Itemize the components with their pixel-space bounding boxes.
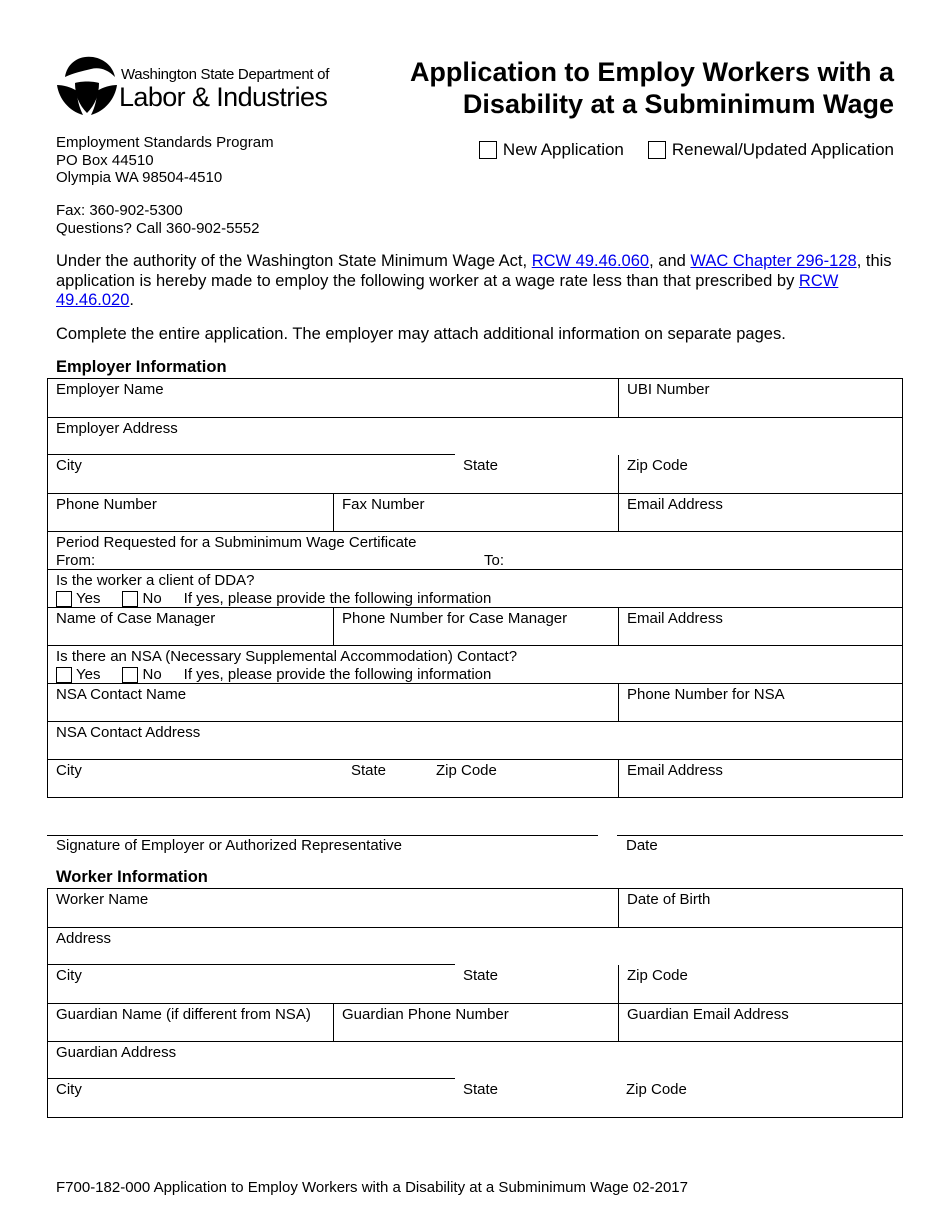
new-application-label: New Application: [502, 140, 624, 159]
nsa-phone-field[interactable]: [618, 684, 902, 721]
nsa-address-label: NSA Contact Address: [56, 724, 201, 741]
dda-yes-label: Yes: [76, 590, 101, 607]
period-to-label: To:: [484, 552, 505, 569]
logo-line2: Labor & Industries: [119, 82, 328, 112]
guardian-name-field[interactable]: [48, 1004, 333, 1041]
intro-text-1: Under the authority of the Washington State Minimum Wage Act,: [56, 252, 532, 270]
worker-state-field[interactable]: [455, 965, 618, 1003]
worker-name-label: Worker Name: [56, 891, 149, 908]
nsa-zip-label: Zip Code: [436, 762, 497, 779]
intro-text-4: .: [129, 291, 134, 309]
dda-question-label: Is the worker a client of DDA?: [56, 572, 255, 589]
date-of-birth-field[interactable]: [618, 889, 902, 927]
employer-row-3: [48, 455, 902, 493]
employer-row-9: [48, 683, 902, 721]
worker-row-2: [48, 927, 902, 965]
guardian-address-field[interactable]: [48, 1042, 902, 1079]
employer-address-label: Employer Address: [56, 420, 178, 437]
logo-line1: Washington State Department of: [121, 66, 330, 83]
nsa-answer: [56, 666, 491, 683]
po-box: PO Box 44510: [56, 151, 154, 169]
worker-row-1: [48, 889, 902, 927]
nsa-zip-field[interactable]: [428, 760, 618, 797]
period-from-label: From:: [56, 552, 96, 569]
new-application-checkbox[interactable]: [479, 141, 497, 159]
worker-row-5: [48, 1041, 902, 1079]
employer-state-field[interactable]: [455, 455, 618, 493]
employer-row-5: [48, 531, 902, 569]
date-of-birth-label: Date of Birth: [627, 891, 711, 908]
application-type: [479, 140, 894, 160]
instructions: Complete the entire application. The employer may attach additional information on separate pages.: [56, 325, 786, 343]
program-city: Olympia WA 98504-4510: [56, 169, 223, 186]
employer-address-field[interactable]: [48, 418, 902, 455]
nsa-if-yes-label: If yes, please provide the following information: [183, 666, 492, 683]
case-manager-email-field[interactable]: [618, 608, 902, 645]
worker-address-field[interactable]: [48, 928, 902, 965]
employer-zip-label: Zip Code: [627, 457, 688, 474]
guardian-email-label: Guardian Email Address: [627, 1006, 789, 1023]
dda-if-yes-label: If yes, please provide the following information: [183, 590, 492, 607]
nsa-question-label: Is there an NSA (Necessary Supplemental Accommodation) Contact?: [56, 648, 518, 665]
program-name: Employment Standards Program: [56, 134, 274, 151]
intro-text-2: , and: [649, 252, 691, 270]
employer-row-11: [48, 759, 902, 797]
new-application-option[interactable]: [479, 140, 624, 160]
intro-text-3: , this application is hereby made to employ the following worker at a wage rate less than that prescribed by: [56, 252, 892, 290]
agency-logo: [55, 55, 330, 117]
program-contact: [56, 202, 259, 237]
worker-city-label: City: [56, 967, 82, 984]
nsa-email-field[interactable]: [618, 760, 902, 797]
nsa-email-label: Email Address: [627, 762, 723, 779]
employer-state-label: State: [463, 457, 499, 474]
worker-name-field[interactable]: [48, 889, 618, 927]
wac-296-128-link[interactable]: WAC Chapter 296-128: [690, 252, 857, 270]
employer-row-10: [48, 721, 902, 759]
guardian-city-field[interactable]: [48, 1079, 455, 1117]
employer-fax-label: Fax Number: [342, 496, 425, 513]
employer-zip-field[interactable]: [618, 455, 902, 493]
employer-name-label: Employer Name: [56, 381, 164, 398]
employer-row-2: [48, 417, 902, 455]
case-manager-label: Name of Case Manager: [56, 610, 216, 627]
nsa-phone-label: Phone Number for NSA: [627, 686, 785, 703]
guardian-state-field[interactable]: [455, 1079, 618, 1117]
agency-logo-icon: [55, 55, 119, 117]
worker-zip-label: Zip Code: [627, 967, 688, 984]
employer-row-7: [48, 607, 902, 645]
worker-table: [47, 888, 903, 1118]
employer-fax-field[interactable]: [333, 494, 618, 531]
period-requested-field[interactable]: [48, 532, 902, 569]
nsa-no-label: No: [142, 666, 162, 683]
fax-number: Fax: 360-902-5300: [56, 202, 183, 219]
worker-zip-field[interactable]: [618, 965, 902, 1003]
worker-row-3: [48, 965, 902, 1003]
guardian-address-label: Guardian Address: [56, 1044, 177, 1061]
dda-no-checkbox[interactable]: [122, 591, 138, 607]
questions-phone: Questions? Call 360-902-5552: [56, 219, 260, 237]
case-manager-email-label: Email Address: [627, 610, 723, 627]
employer-phone-label: Phone Number: [56, 496, 157, 513]
worker-row-6: [48, 1079, 902, 1117]
ubi-number-label: UBI Number: [627, 381, 710, 398]
nsa-name-field[interactable]: [48, 684, 618, 721]
worker-state-label: State: [463, 967, 499, 984]
signature-line[interactable]: [47, 835, 598, 836]
nsa-yes-checkbox[interactable]: [56, 667, 72, 683]
guardian-email-field[interactable]: [618, 1004, 902, 1041]
guardian-zip-label: Zip Code: [626, 1081, 687, 1098]
nsa-name-label: NSA Contact Name: [56, 686, 187, 703]
nsa-yes-label: Yes: [76, 666, 101, 683]
guardian-phone-field[interactable]: [333, 1004, 618, 1041]
employer-email-label: Email Address: [627, 496, 723, 513]
employer-section-heading: Employer Information: [56, 358, 227, 376]
worker-section-heading: Worker Information: [56, 868, 208, 886]
renewal-application-option[interactable]: [648, 140, 894, 160]
dda-answer: [56, 590, 491, 607]
nsa-address-field[interactable]: [48, 722, 902, 759]
rcw-49-46-060-link[interactable]: RCW 49.46.060: [531, 252, 650, 270]
rcw-49-46-020-link[interactable]: RCW 49.46.020: [56, 271, 839, 309]
dda-no-label: No: [142, 590, 162, 607]
worker-row-4: [48, 1003, 902, 1041]
guardian-city-label: City: [56, 1081, 82, 1098]
renewal-application-checkbox[interactable]: [648, 141, 666, 159]
employer-row-8: [48, 645, 902, 683]
employer-city-field[interactable]: [48, 455, 455, 493]
dda-yes-checkbox[interactable]: [56, 591, 72, 607]
nsa-no-checkbox[interactable]: [122, 667, 138, 683]
case-manager-phone-label: Phone Number for Case Manager: [342, 610, 568, 627]
employer-phone-field[interactable]: [48, 494, 333, 531]
date-line[interactable]: [617, 835, 903, 836]
ubi-number-field[interactable]: [618, 379, 902, 417]
employer-row-6: [48, 569, 902, 607]
signature-label: Signature of Employer or Authorized Representative: [56, 837, 403, 854]
worker-city-field[interactable]: [48, 965, 455, 1003]
case-manager-field[interactable]: [48, 608, 333, 645]
signature-date-label: Date: [626, 837, 658, 854]
employer-city-label: City: [56, 457, 82, 474]
intro-paragraph: [56, 252, 896, 311]
case-manager-phone-field[interactable]: [333, 608, 618, 645]
employer-table: [47, 378, 903, 798]
nsa-state-label: State: [351, 762, 387, 779]
employer-row-4: [48, 493, 902, 531]
employer-name-field[interactable]: [48, 379, 618, 417]
nsa-state-field[interactable]: [343, 760, 428, 797]
renewal-application-label: Renewal/Updated Application: [671, 140, 894, 159]
guardian-state-label: State: [463, 1081, 499, 1098]
nsa-city-label: City: [56, 762, 82, 779]
employer-row-1: [48, 379, 902, 417]
period-requested-label: Period Requested for a Subminimum Wage Certificate: [56, 534, 417, 551]
nsa-city-field[interactable]: [48, 760, 343, 797]
employer-email-field[interactable]: [618, 494, 902, 531]
form-footer: F700-182-000 Application to Employ Workers with a Disability at a Subminimum Wage 02-2017: [56, 1179, 688, 1196]
page-title: Application to Employ Workers with a Disability at a Subminimum Wage: [409, 57, 894, 119]
guardian-name-label: Guardian Name (if different from NSA): [56, 1006, 311, 1023]
guardian-zip-field[interactable]: [618, 1079, 902, 1117]
worker-address-label: Address: [56, 930, 112, 947]
program-address: [56, 134, 274, 187]
guardian-phone-label: Guardian Phone Number: [342, 1006, 509, 1023]
